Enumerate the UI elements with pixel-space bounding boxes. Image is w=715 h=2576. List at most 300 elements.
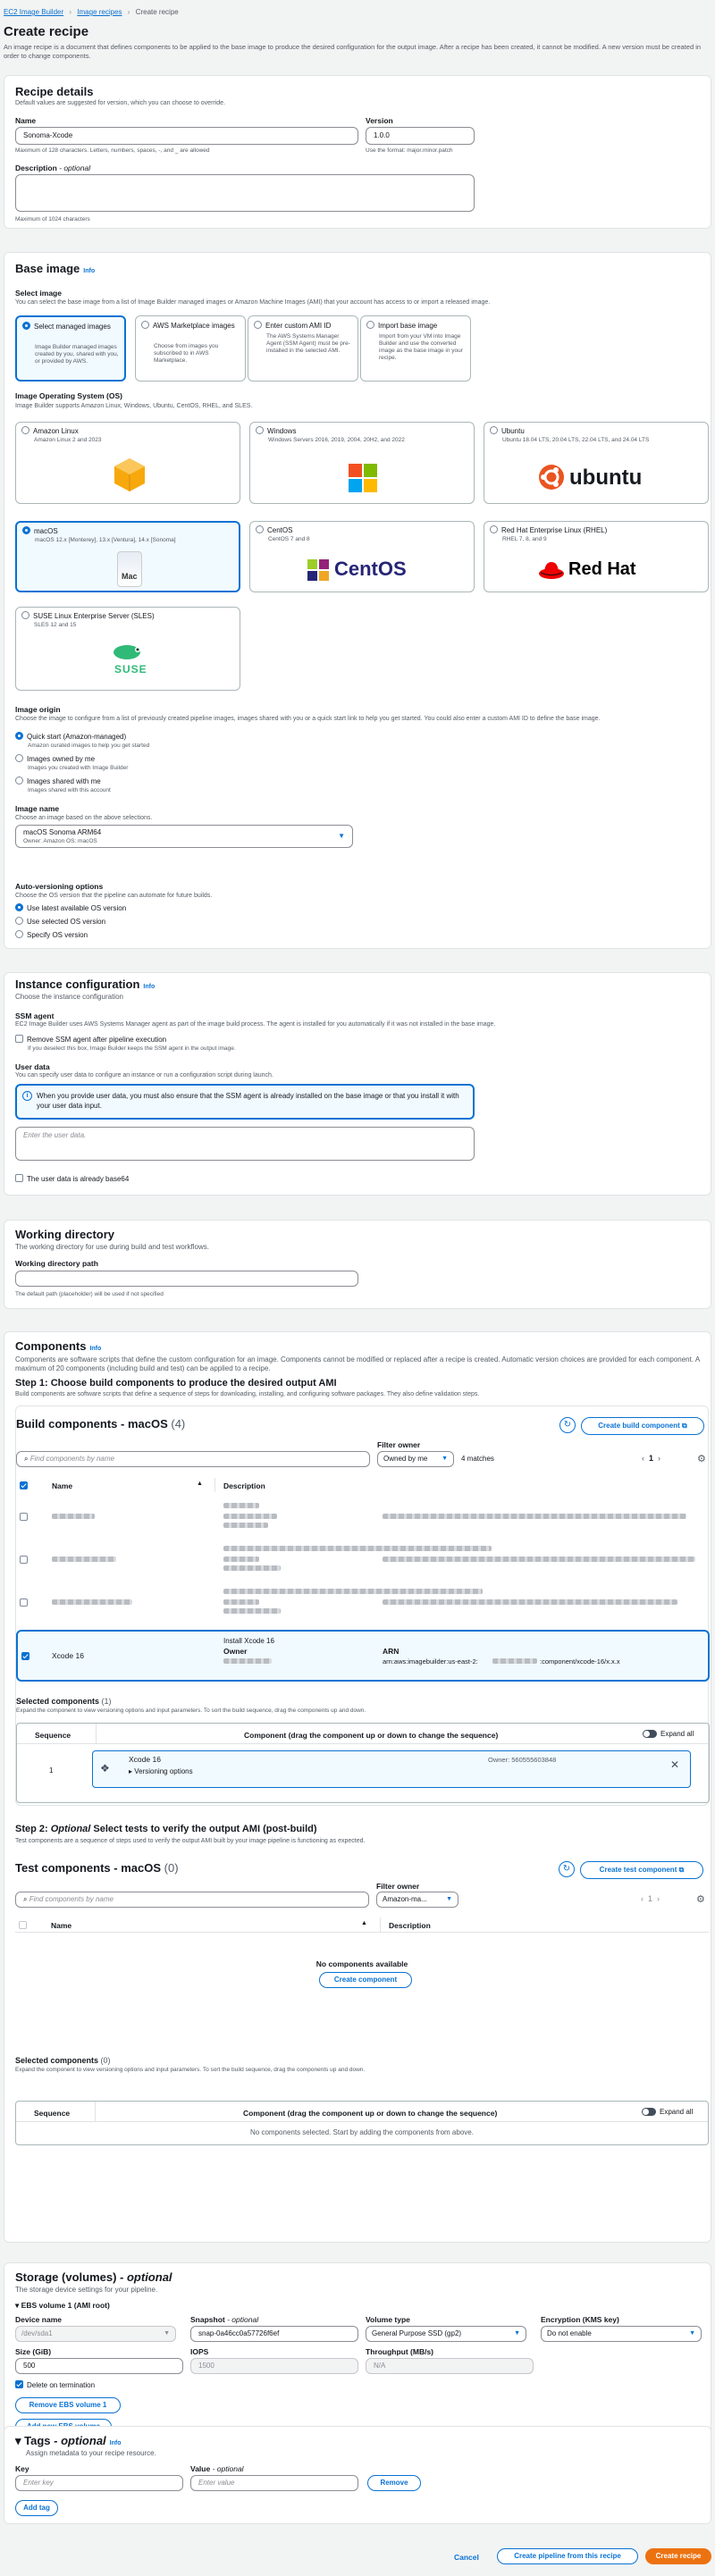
components-title xyxy=(15,1339,101,1353)
os-card-ubuntu[interactable] xyxy=(484,422,709,504)
selected-components-title xyxy=(16,1697,112,1706)
create-recipe-button[interactable]: Create recipe xyxy=(645,2548,711,2564)
amazon-linux-icon xyxy=(113,457,147,492)
component-description: Install Xcode 16 xyxy=(223,1637,274,1645)
description-label xyxy=(15,164,90,172)
radio-icon xyxy=(15,754,23,762)
origin-desc: Images shared with this account xyxy=(28,787,111,793)
os-name: Amazon Linux xyxy=(33,427,79,435)
remove-tag-button[interactable]: Remove xyxy=(367,2475,421,2491)
breadcrumb-image-recipes[interactable]: Image recipes xyxy=(77,8,122,16)
radio-icon xyxy=(490,525,498,533)
os-card-windows[interactable] xyxy=(249,422,475,504)
os-name-wrap xyxy=(21,612,155,620)
selected-components-title xyxy=(15,2056,111,2065)
table-row[interactable] xyxy=(16,1539,710,1578)
storage-title xyxy=(15,2270,172,2284)
os-name: Windows xyxy=(267,427,297,435)
components-desc: Components are software scripts that define the custom configuration for an image. Components cannot be modified or replaced after a recipe is created. Automatic version choices are provided for each component. A maximum of 20 components (including build and test) can be applied to a recipe. xyxy=(15,1355,700,1372)
size-input[interactable]: 500 xyxy=(15,2358,183,2374)
user-data-textarea[interactable] xyxy=(15,1127,475,1161)
suse-logo-text: SUSE xyxy=(114,663,147,675)
caret-down-icon: ▾ xyxy=(15,2301,20,2310)
select-all-checkbox[interactable] xyxy=(19,1921,27,1929)
option-marketplace[interactable] xyxy=(135,315,246,382)
selected-component-xcode-16[interactable] xyxy=(92,1750,691,1788)
table-row[interactable] xyxy=(16,1496,710,1535)
owner-label: Owner xyxy=(223,1647,248,1656)
name-label: Name xyxy=(15,116,37,125)
user-data-placeholder: Enter the user data. xyxy=(23,1131,87,1139)
column-name[interactable]: Name xyxy=(52,1481,73,1490)
description-textarea[interactable] xyxy=(15,174,475,212)
auto-selected[interactable] xyxy=(15,918,105,926)
base64-checkbox[interactable] xyxy=(15,1175,129,1183)
option-title: AWS Marketplace images xyxy=(153,322,235,330)
description-hint: Maximum of 1024 characters xyxy=(15,216,90,222)
row-checkbox[interactable] xyxy=(20,1598,28,1607)
sequence-number: 1 xyxy=(49,1766,54,1775)
search-icon: ⌕ xyxy=(24,1455,29,1463)
select-image-label: Select image xyxy=(15,289,62,298)
selected-count: (1) xyxy=(101,1697,112,1706)
test-owner-filter-select[interactable] xyxy=(376,1892,458,1908)
settings-gear-icon[interactable]: ⚙ xyxy=(697,1454,706,1464)
auto-specify[interactable] xyxy=(15,931,88,939)
key-placeholder: Enter key xyxy=(23,2479,54,2487)
build-components-title-text: Build components - macOS xyxy=(16,1417,168,1431)
ssm-desc: EC2 Image Builder uses AWS Systems Manager agent as part of the image build process. The agent is installed for you automatically if it was not installed in the base image. xyxy=(15,1021,496,1028)
origin-title: Images shared with me xyxy=(27,777,101,785)
snapshot-label-text: Snapshot xyxy=(190,2315,225,2324)
caret-down-icon: ▼ xyxy=(164,2330,170,2337)
external-link-icon: ⧉ xyxy=(682,1422,687,1430)
value-label-text: Value xyxy=(190,2464,211,2473)
step1-title: Step 1: Choose build components to produce the desired output AMI xyxy=(15,1378,337,1389)
divider xyxy=(17,1743,709,1744)
arn-suffix: :component/xcode-16/x.x.x xyxy=(540,1657,620,1666)
base-image-title-text: Base image xyxy=(15,262,80,275)
column-name[interactable]: Name xyxy=(51,1921,72,1930)
test-components-table xyxy=(15,1852,709,2088)
version-label: Version xyxy=(366,116,393,125)
mac-logo-text: Mac xyxy=(122,572,138,581)
tag-value-input[interactable] xyxy=(190,2475,358,2491)
image-origin-label: Image origin xyxy=(15,705,61,714)
table-row[interactable] xyxy=(16,1582,710,1621)
selected-component-name: Xcode 16 xyxy=(129,1755,161,1764)
search-icon: ⌕ xyxy=(23,1895,28,1903)
expand-all-toggle[interactable] xyxy=(642,2108,693,2116)
working-directory-path-label: Working directory path xyxy=(15,1259,98,1268)
chevron-left-icon[interactable]: ‹ xyxy=(641,1894,644,1903)
snapshot-input[interactable]: snap-0a46cc0a57726f6ef xyxy=(190,2326,358,2342)
component-name: Xcode 16 xyxy=(52,1651,84,1660)
mac-logo-icon xyxy=(117,551,142,587)
info-circle-icon: i xyxy=(22,1091,32,1101)
radio-icon xyxy=(256,426,264,434)
no-components-text: No components available xyxy=(315,1959,408,1968)
image-name-sub: Owner: Amazon OS: macOS xyxy=(23,838,97,844)
selected-components-desc: Expand the component to view versioning options and input parameters. To sort the build sequence, drag the components up and down. xyxy=(16,1708,366,1714)
base64-label: The user data is already base64 xyxy=(27,1175,130,1183)
refresh-icon[interactable]: ↻ xyxy=(559,1861,575,1877)
selected-components-title-text: Selected components xyxy=(16,1697,100,1706)
value-placeholder: Enter value xyxy=(198,2479,235,2487)
origin-owned-by-me[interactable] xyxy=(15,755,95,763)
option-managed-title-wrap xyxy=(22,323,121,331)
option-desc: Choose from images you subscribed to in AWS Marketplace. xyxy=(154,343,219,364)
centos-logo-icon xyxy=(306,558,331,583)
column-divider xyxy=(380,1917,381,1932)
test-components-count: (0) xyxy=(164,1861,179,1875)
create-test-component-button[interactable] xyxy=(580,1861,703,1879)
breadcrumb-image-builder[interactable]: EC2 Image Builder xyxy=(4,8,64,16)
os-name-wrap xyxy=(21,427,79,435)
instance-config-title-text: Instance configuration xyxy=(15,978,140,991)
option-desc: The AWS Systems Manager Agent (SSM Agent) must be pre-installed in the selected AMI. xyxy=(266,333,350,354)
redacted-text xyxy=(52,1557,116,1562)
test-owner-filter-value: Amazon-ma... xyxy=(383,1895,427,1903)
settings-gear-icon[interactable]: ⚙ xyxy=(696,1894,705,1905)
radio-icon xyxy=(15,917,23,925)
cancel-button[interactable]: Cancel xyxy=(454,2553,479,2562)
version-input[interactable]: 1.0.0 xyxy=(366,127,475,145)
option-import[interactable] xyxy=(360,315,471,382)
toggle-icon xyxy=(642,2108,656,2116)
create-build-label: Create build component xyxy=(598,1422,680,1430)
selected-component-owner: Owner: 560555603848 xyxy=(488,1756,557,1764)
table-row-xcode-16[interactable] xyxy=(16,1630,710,1682)
recipe-details-subtitle: Default values are suggested for version, which you can choose to override. xyxy=(15,100,226,106)
redhat-logo-icon xyxy=(538,558,565,581)
create-test-label: Create test component xyxy=(599,1866,677,1874)
os-name-wrap xyxy=(490,427,525,435)
value-label xyxy=(190,2464,244,2473)
device-name-value: /dev/sda1 xyxy=(21,2329,53,2337)
ubuntu-logo-text: ubuntu xyxy=(569,466,643,490)
caret-down-icon: ▼ xyxy=(514,2330,520,2337)
os-card-rhel[interactable] xyxy=(484,521,709,592)
optional-tag: - optional xyxy=(120,2270,172,2284)
os-name: SUSE Linux Enterprise Server (SLES) xyxy=(33,612,155,620)
os-name: Red Hat Enterprise Linux (RHEL) xyxy=(501,526,608,534)
radio-icon xyxy=(22,526,30,534)
suse-chameleon-icon xyxy=(111,642,147,661)
option-title: Enter custom AMI ID xyxy=(265,322,332,330)
drag-handle-icon[interactable]: ❖ xyxy=(100,1762,110,1775)
working-directory-title: Working directory xyxy=(15,1228,115,1241)
throughput-label: Throughput (MB/s) xyxy=(366,2347,434,2356)
component-header: Component (drag the component up or down to change the sequence) xyxy=(244,1731,499,1740)
os-card-amazon-linux[interactable] xyxy=(15,422,240,504)
delete-on-termination-checkbox[interactable] xyxy=(15,2381,95,2389)
page-description: An image recipe is a document that defines components to be applied to the base image to produce the desired configuration for the output image. After a recipe has been created, it cannot be modified. A new version must be created in order to change components. xyxy=(4,43,702,60)
os-versions: CentOS 7 and 8 xyxy=(268,536,310,542)
os-name: CentOS xyxy=(267,526,293,534)
column-divider xyxy=(95,2102,96,2121)
pagination xyxy=(641,1894,660,1903)
caret-down-icon: ▼ xyxy=(338,832,345,840)
key-label: Key xyxy=(15,2464,29,2473)
chevron-right-icon[interactable]: › xyxy=(658,1454,661,1463)
step1-desc: Build components are software scripts that define a sequence of steps for downloading, installing, and configuring software packages. They also define validation steps. xyxy=(15,1391,480,1397)
optional-tag: - optional xyxy=(54,2434,106,2447)
chevron-left-icon[interactable]: ‹ xyxy=(642,1454,644,1463)
page-title: Create recipe xyxy=(4,24,89,39)
encryption-value: Do not enable xyxy=(547,2329,592,2337)
os-desc: Image Builder supports Amazon Linux, Windows, Ubuntu, CentOS, RHEL, and SLES. xyxy=(15,403,253,409)
checkbox-icon xyxy=(15,1174,23,1182)
user-data-alert xyxy=(15,1084,475,1120)
sequence-header: Sequence xyxy=(35,1731,72,1740)
sequence-header: Sequence xyxy=(34,2109,71,2118)
sort-icon[interactable]: ▲ xyxy=(361,1920,367,1926)
alert-text: When you provide user data, you must also ensure that the SSM agent is already installed on the base image or that you install it with your user data input. xyxy=(37,1092,459,1110)
step2-title xyxy=(15,1824,317,1834)
os-card-centos[interactable] xyxy=(249,521,475,592)
caret-down-icon: ▼ xyxy=(446,1896,452,1902)
caret-down-icon: ▼ xyxy=(442,1456,448,1462)
storage-subtitle: The storage device settings for your pipeline. xyxy=(15,2286,158,2294)
os-name-wrap xyxy=(490,526,607,534)
refresh-icon[interactable]: ↻ xyxy=(559,1417,576,1433)
base-image-panel xyxy=(4,252,711,949)
row-checkbox[interactable] xyxy=(20,1556,28,1564)
os-versions: macOS 12.x [Monterey], 13.x [Ventura], 14.x [Sonoma] xyxy=(35,537,176,543)
encryption-select[interactable] xyxy=(541,2326,702,2342)
size-label: Size (GiB) xyxy=(15,2347,52,2356)
owner-filter-value: Owned by me xyxy=(383,1455,428,1463)
redacted-text xyxy=(223,1599,259,1605)
radio-icon xyxy=(15,903,23,911)
option-custom-ami[interactable] xyxy=(248,315,358,382)
encryption-label: Encryption (KMS key) xyxy=(541,2315,619,2324)
origin-title: Images owned by me xyxy=(27,755,96,763)
step2-optional: Optional xyxy=(50,1824,91,1834)
working-directory-panel xyxy=(4,1220,711,1309)
page-number[interactable]: 1 xyxy=(649,1454,654,1463)
step2-desc: Test components are a sequence of steps used to verify the output AMI built by your image pipeline is functioning as expected. xyxy=(15,1838,366,1844)
working-directory-subtitle: The working directory for use during build and test workflows. xyxy=(15,1243,209,1251)
tags-title-text: Tags xyxy=(24,2434,51,2447)
table-header xyxy=(15,1917,709,1933)
create-component-button[interactable]: Create component xyxy=(319,1972,412,1988)
checkbox-icon xyxy=(15,2380,23,2388)
tags-title[interactable] xyxy=(15,2434,122,2448)
sequence-table xyxy=(16,1723,710,1803)
arn-prefix: arn:aws:imagebuilder:us-east-2: xyxy=(383,1657,478,1666)
snapshot-label xyxy=(190,2315,258,2324)
redacted-owner xyxy=(223,1658,272,1664)
storage-title-text: Storage (volumes) xyxy=(15,2270,117,2284)
build-search-input[interactable] xyxy=(16,1451,370,1467)
auto-option-label: Use selected OS version xyxy=(27,918,106,926)
redacted-text xyxy=(223,1523,268,1528)
redacted-text xyxy=(223,1565,281,1571)
info-link[interactable]: Info xyxy=(83,268,96,274)
recipe-details-title: Recipe details xyxy=(15,85,94,98)
checkbox-icon xyxy=(15,1035,23,1043)
components-title-text: Components xyxy=(15,1339,87,1353)
radio-icon xyxy=(21,426,29,434)
search-placeholder: Find components by name xyxy=(29,1455,114,1463)
build-components-title xyxy=(16,1417,185,1431)
radio-icon xyxy=(141,321,149,329)
origin-title: Quick start (Amazon-managed) xyxy=(27,733,127,741)
remove-ebs-volume-button[interactable]: Remove EBS volume 1 xyxy=(15,2397,121,2413)
optional-tag: - optional xyxy=(212,2464,244,2473)
sort-icon[interactable]: ▲ xyxy=(197,1481,203,1487)
column-divider xyxy=(214,1478,215,1492)
page-number[interactable]: 1 xyxy=(648,1894,653,1903)
chevron-right-icon: › xyxy=(127,8,130,16)
os-versions: RHEL 7, 8, and 9 xyxy=(502,536,547,542)
redacted-account xyxy=(492,1658,537,1664)
redacted-text xyxy=(52,1599,132,1605)
row-checkbox[interactable] xyxy=(20,1513,28,1521)
os-card-macos[interactable] xyxy=(15,521,240,592)
chevron-right-icon[interactable]: › xyxy=(657,1894,660,1903)
radio-icon xyxy=(22,322,30,330)
iops-label: IOPS xyxy=(190,2347,209,2356)
remove-ssm-desc: If you deselect this box, Image Builder keeps the SSM agent in the output image. xyxy=(28,1045,236,1052)
option-custom-title-wrap xyxy=(254,322,352,331)
origin-quick-start[interactable] xyxy=(15,733,126,741)
chevron-right-icon: › xyxy=(69,8,72,16)
os-versions: SLES 12 and 15 xyxy=(34,622,77,628)
remove-ssm-label: Remove SSM agent after pipeline execution xyxy=(27,1036,167,1044)
option-title: Import base image xyxy=(378,322,438,330)
versioning-options-label: Versioning options xyxy=(134,1767,193,1775)
tags-subtitle: Assign metadata to your recipe resource. xyxy=(26,2449,156,2457)
os-card-suse[interactable] xyxy=(15,607,240,691)
owner-filter-select[interactable] xyxy=(377,1451,454,1467)
redhat-logo-text: Red Hat xyxy=(568,559,636,579)
no-selection-text: No components selected. Start by adding the components from above. xyxy=(250,2128,474,2136)
auto-latest[interactable] xyxy=(15,904,126,912)
version-hint: Use the format: major.minor.patch xyxy=(366,147,453,154)
redacted-text xyxy=(223,1557,259,1562)
windows-icon xyxy=(349,464,377,492)
origin-desc: Images you created with Image Builder xyxy=(28,765,129,771)
ssm-label: SSM agent xyxy=(15,1011,55,1020)
ebs-volume-toggle[interactable] xyxy=(15,2301,110,2311)
tag-key-input[interactable] xyxy=(15,2475,183,2491)
select-all-checkbox[interactable] xyxy=(20,1481,28,1489)
radio-icon xyxy=(366,321,374,329)
column-description[interactable]: Description xyxy=(223,1481,265,1490)
working-directory-input[interactable] xyxy=(15,1271,358,1287)
filter-owner-label: Filter owner xyxy=(376,1882,420,1891)
os-name: macOS xyxy=(34,527,58,535)
create-pipeline-button[interactable]: Create pipeline from this recipe xyxy=(497,2548,638,2564)
caret-right-icon: ▸ xyxy=(129,1767,133,1775)
origin-shared-with-me[interactable] xyxy=(15,777,101,785)
redacted-text xyxy=(223,1503,259,1508)
os-versions: Amazon Linux 2 and 2023 xyxy=(34,437,102,443)
radio-icon xyxy=(15,930,23,938)
add-tag-button[interactable]: Add tag xyxy=(15,2500,58,2516)
name-hint: Maximum of 128 characters. Letters, numbers, spaces, -, and _ are allowed xyxy=(15,147,210,154)
component-header: Component (drag the component up or down to change the sequence) xyxy=(243,2109,498,2118)
caret-down-icon: ▼ xyxy=(689,2330,695,2337)
close-icon[interactable]: ✕ xyxy=(670,1758,680,1771)
test-sequence-table xyxy=(15,2101,709,2145)
centos-logo-text: CentOS xyxy=(334,558,407,580)
volume-type-value: General Purpose SSD (gp2) xyxy=(372,2329,462,2337)
working-directory-hint: The default path (placeholder) will be used if not specified xyxy=(15,1291,164,1297)
column-description[interactable]: Description xyxy=(389,1921,431,1930)
base-image-title xyxy=(15,262,95,275)
os-name-wrap xyxy=(22,527,58,535)
toggle-icon xyxy=(643,1730,657,1738)
selected-components-desc: Expand the component to view versioning options and input parameters. To sort the build sequence, drag the components up and down. xyxy=(15,2067,366,2073)
volume-type-select[interactable] xyxy=(366,2326,526,2342)
option-managed-images[interactable] xyxy=(15,315,126,382)
expand-all-toggle[interactable] xyxy=(643,1730,694,1738)
iops-input: 1500 xyxy=(190,2358,358,2374)
redacted-text xyxy=(223,1514,277,1519)
radio-icon xyxy=(490,426,498,434)
image-name-select[interactable] xyxy=(15,825,353,848)
image-name-desc: Choose an image based on the above selections. xyxy=(15,815,153,821)
auto-option-label: Specify OS version xyxy=(27,931,88,939)
filter-owner-label: Filter owner xyxy=(377,1440,421,1449)
storage-panel xyxy=(4,2262,711,2441)
option-marketplace-title-wrap xyxy=(141,322,240,331)
device-name-select xyxy=(15,2326,176,2342)
row-checkbox[interactable] xyxy=(21,1652,29,1660)
optional-tag: - optional xyxy=(59,164,91,172)
step2-post: Select tests to verify the output AMI (post-build) xyxy=(90,1824,317,1834)
redacted-text xyxy=(223,1589,483,1594)
instance-config-title xyxy=(15,978,155,991)
remove-ssm-checkbox[interactable] xyxy=(15,1036,166,1044)
name-input[interactable]: Sonoma-Xcode xyxy=(15,127,358,145)
device-name-label: Device name xyxy=(15,2315,62,2324)
redacted-text xyxy=(52,1514,95,1519)
tags-panel xyxy=(4,2426,711,2524)
radio-icon xyxy=(15,776,23,785)
build-components-table xyxy=(15,1405,709,1806)
radio-icon xyxy=(256,525,264,533)
create-build-component-button[interactable] xyxy=(581,1417,704,1435)
pagination xyxy=(642,1454,660,1463)
divider xyxy=(16,2121,708,2122)
test-components-title xyxy=(15,1861,179,1875)
info-link[interactable]: Info xyxy=(143,984,156,990)
info-link[interactable]: Info xyxy=(89,1346,102,1352)
option-title: Select managed images xyxy=(34,323,111,331)
test-search-input[interactable] xyxy=(15,1892,369,1908)
caret-down-icon: ▾ xyxy=(15,2434,21,2447)
redacted-text xyxy=(223,1546,492,1551)
step2-pre: Step 2: xyxy=(15,1824,51,1834)
versioning-options-toggle[interactable] xyxy=(129,1767,193,1775)
os-name: Ubuntu xyxy=(501,427,525,435)
os-label: Image Operating System (OS) xyxy=(15,391,122,400)
matches-count: 4 matches xyxy=(461,1455,494,1463)
info-link[interactable]: Info xyxy=(109,2440,122,2446)
auto-versioning-desc: Choose the OS version that the pipeline can automate for future builds. xyxy=(15,893,213,899)
description-label-text: Description xyxy=(15,164,57,172)
ubuntu-logo-icon xyxy=(538,464,565,491)
os-versions: Ubuntu 18.04 LTS, 20.04 LTS, 22.04 LTS, and 24.04 LTS xyxy=(502,437,650,443)
instance-config-panel xyxy=(4,972,711,1196)
breadcrumb-current: Create recipe xyxy=(135,8,179,16)
components-panel xyxy=(4,1331,711,2243)
